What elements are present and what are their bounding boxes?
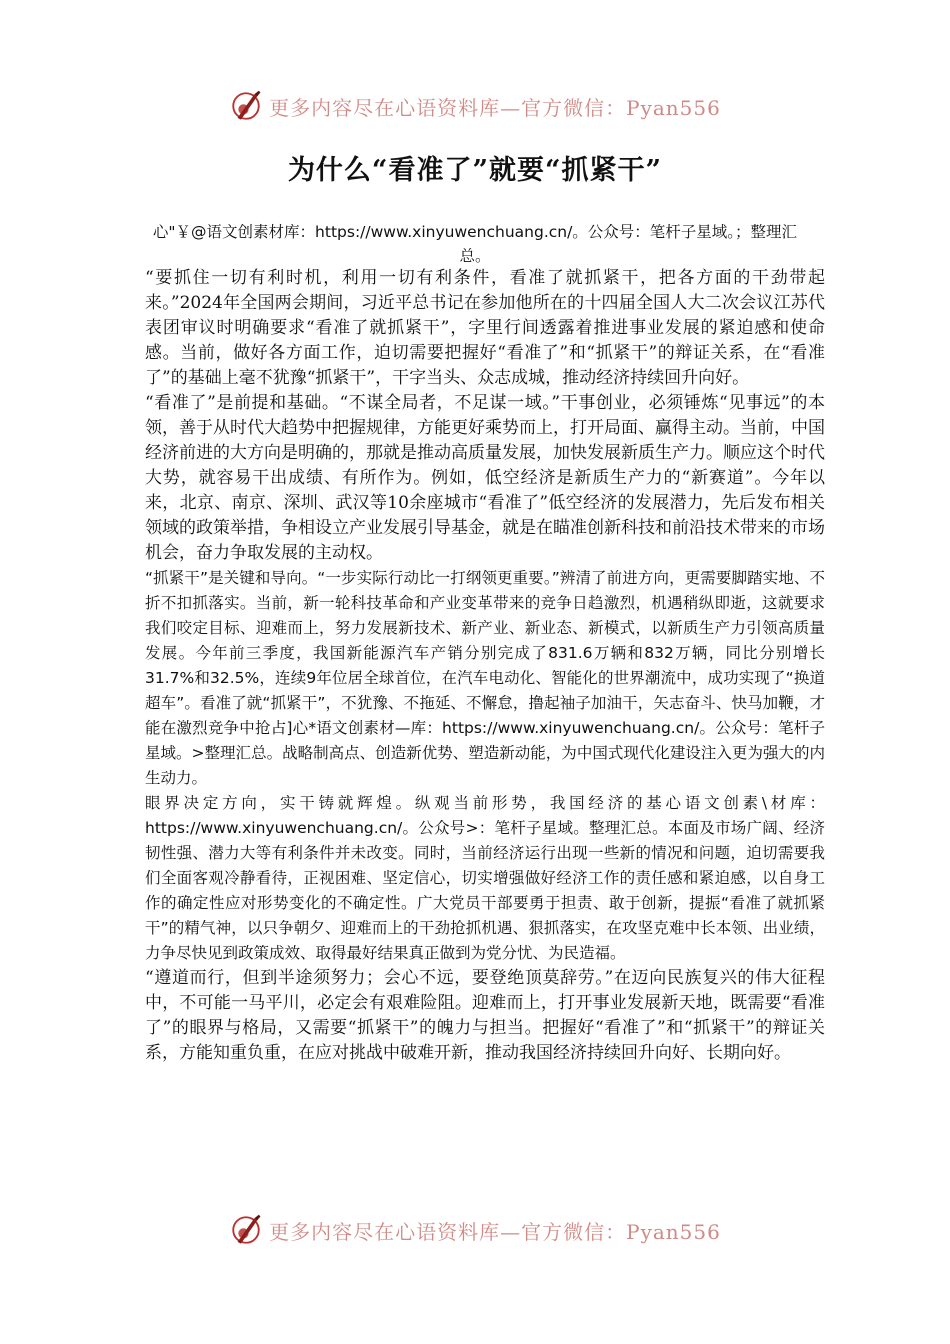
pen-logo-icon [229,89,263,123]
paragraph: “看准了”是前提和基础。“不谋全局者，不足谋一域。”干事创业，必须锤炼“见事远”的本领，善于从时代大趋势中把握规律，方能更好乘势而上，打开局面、赢得主动。当前，中国经济前进的大方向是明确的，那就是推动高质量发展，加快发展新质生产力。顺应这个时代大势，就容易干出成绩、有所作为。例如，低空经济是新质生产力的“新赛道”。今年以来，北京、南京、深圳、武汉等10余座城市“看准了”低空经济的发展潜力，先后发布相关领域的政策举措，争相设立产业发展引导基金，就是在瞄准创新科技和前沿技术带来的市场机会，奋力争取发展的主动权。 [145,393,825,563]
footer-banner [0,1208,950,1252]
page-title: 为什么“看准了”就要“抓紧干” [287,155,663,186]
paragraph: “要抓住一切有利时机，利用一切有利条件，看准了就抓紧干，把各方面的干劲带起来。”2024年全国两会期间，习近平总书记在参加他所在的十四届全国人大二次会议江苏代表团审议时明确要求“看准了就抓紧干”，字里行间透露着推进事业发展的紧迫感和使命感。当前，做好各方面工作，迫切需要把握好“看准了”和“抓紧干”的辩证关系，在“看准了”的基础上毫不犹豫“抓紧干”，干字当头、众志成城，推动经济持续回升向好。 [145,268,825,388]
article-body [145,266,825,1066]
header-banner-text: 更多内容尽在心语资料库—官方微信：Pyan556 [269,95,721,120]
source-note: 心"￥@语文创素材库：https://www.xinyuwenchuang.cn/。公众号：笔杆子星域。；整理汇总。 [152,223,798,265]
paragraph: “遵道而行，但到半途须努力；会心不远，要登绝顶莫辞劳。”在迈向民族复兴的伟大征程中，不可能一马平川，必定会有艰难险阻。迎难而上，打开事业发展新天地，既需要“看准了”的眼界与格局，又需要“抓紧干”的魄力与担当。把握好“看准了”和“抓紧干”的辩证关系，方能知重负重，在应对挑战中破难开新，推动我国经济持续回升向好、长期向好。 [145,968,825,1063]
footer-banner-text: 更多内容尽在心语资料库—官方微信：Pyan556 [269,1219,721,1244]
pen-logo-icon [229,1213,263,1247]
header-banner [0,84,950,128]
paragraph: “抓紧干”是关键和导向。“一步实际行动比一打纲领更重要。”辨清了前进方向，更需要脚踏实地、不折不扣抓落实。当前，新一轮科技革命和产业变革带来的竞争日趋激烈，机遇稍纵即逝，这就要求我们咬定目标、迎难而上，努力发展新技术、新产业、新业态、新模式，以新质生产力引领高质量发展。今年前三季度，我国新能源汽车产销分别完成了831.6万辆和832万辆，同比分别增长31.7%和32.5%，连续9年位居全球首位，在汽车电动化、智能化的世界潮流中，成功实现了“换道超车”。看准了就“抓紧干”，不犹豫、不拖延、不懈怠，撸起袖子加油干，矢志奋斗、快马加鞭，才能在激烈竞争中抢占]心*语文创素材—库：https://www.xinyuwenchuang.cn/。公众号：笔杆子星域。>整理汇总。战略制高点、创造新优势、塑造新动能，为中国式现代化建设注入更为强大的内生动力。 [145,569,825,787]
paragraph: 眼界决定方向，实干铸就辉煌。纵观当前形势，我国经济的基心语文创素\材库：https://www.xinyuwenchuang.cn/。公众号>：笔杆子星域。整理汇总。本面及市场广阔、经济韧性强、潜力大等有利条件并未改变。同时，当前经济运行出现一些新的情况和问题，迫切需要我们全面客观冷静看待，正视困难、坚定信心，切实增强做好经济工作的责任感和紧迫感，以自身工作的确定性应对形势变化的不确定性。广大党员干部要勇于担责、敢于创新，提振“看准了就抓紧干”的精气神，以只争朝夕、迎难而上的干劲抢抓机遇、狠抓落实，在攻坚克难中长本领、出业绩，力争尽快见到政策成效、取得最好结果真正做到为党分忧、为民造福。 [145,794,825,962]
